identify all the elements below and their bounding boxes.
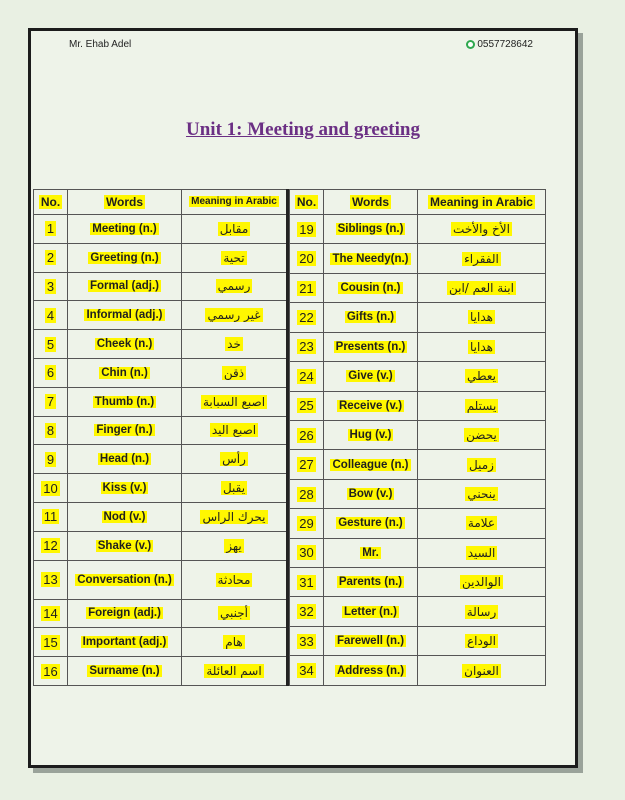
table-row (290, 362, 546, 391)
row-meaning: يهز (182, 531, 288, 560)
row-meaning: هام (182, 628, 288, 657)
row-number: 19 (290, 215, 324, 244)
row-word: Address (n.) (324, 656, 418, 686)
row-meaning: خد (182, 330, 288, 359)
author-name: Mr. Ehab Adel (69, 39, 132, 50)
worksheet-page (28, 28, 578, 768)
row-word: Informal (adj.) (68, 301, 182, 330)
table-row (34, 560, 288, 599)
table-row (34, 243, 288, 272)
row-meaning: الوالدين (418, 568, 546, 597)
row-number: 16 (34, 657, 68, 686)
table-row (34, 215, 288, 244)
row-word: Mr. (324, 538, 418, 567)
column-header-no: No. (290, 190, 324, 215)
table-row (34, 416, 288, 445)
row-meaning: رسمي (182, 272, 288, 301)
row-meaning: يعطي (418, 362, 546, 391)
row-word: Thumb (n.) (68, 387, 182, 416)
column-header-meaning: Meaning in Arabic (182, 190, 288, 215)
row-number: 23 (290, 332, 324, 361)
row-word: Cheek (n.) (68, 330, 182, 359)
table-header-row (34, 190, 288, 215)
row-meaning: غير رسمي (182, 301, 288, 330)
row-word: Meeting (n.) (68, 215, 182, 244)
row-number: 10 (34, 474, 68, 503)
row-number: 3 (34, 272, 68, 301)
table-row (290, 479, 546, 508)
row-word: Gesture (n.) (324, 509, 418, 538)
row-meaning: اصبع السبابة (182, 387, 288, 416)
row-number: 30 (290, 538, 324, 567)
row-word: Important (adj.) (68, 628, 182, 657)
row-number: 14 (34, 599, 68, 628)
row-word: Colleague (n.) (324, 450, 418, 479)
row-number: 5 (34, 330, 68, 359)
table-row (34, 502, 288, 531)
row-number: 13 (34, 560, 68, 599)
row-word: Conversation (n.) (68, 560, 182, 599)
row-meaning: رأس (182, 445, 288, 474)
table-row (34, 445, 288, 474)
row-number: 22 (290, 303, 324, 332)
vocab-table-right (289, 189, 546, 686)
table-row (290, 303, 546, 332)
table-row (34, 657, 288, 686)
row-meaning: زميل (418, 450, 546, 479)
row-number: 25 (290, 391, 324, 420)
whatsapp-icon (466, 40, 475, 49)
table-row (34, 628, 288, 657)
table-row (290, 538, 546, 567)
table-row (34, 387, 288, 416)
row-word: Foreign (adj.) (68, 599, 182, 628)
row-word: Head (n.) (68, 445, 182, 474)
table-row (290, 597, 546, 626)
row-meaning: يقبل (182, 474, 288, 503)
table-row (290, 420, 546, 449)
row-meaning: الفقراء (418, 244, 546, 273)
row-number: 20 (290, 244, 324, 273)
row-meaning: يحرك الراس (182, 502, 288, 531)
table-row (290, 568, 546, 597)
page-title: Unit 1: Meeting and greeting (186, 119, 420, 140)
row-word: Surname (n.) (68, 657, 182, 686)
row-number: 26 (290, 420, 324, 449)
row-number: 34 (290, 656, 324, 686)
table-row (290, 626, 546, 655)
column-header-words: Words (324, 190, 418, 215)
row-number: 32 (290, 597, 324, 626)
row-number: 8 (34, 416, 68, 445)
column-header-words: Words (68, 190, 182, 215)
vocab-table-left (33, 189, 289, 686)
row-word: Nod (v.) (68, 502, 182, 531)
table-row (290, 332, 546, 361)
table-row (34, 599, 288, 628)
row-number: 15 (34, 628, 68, 657)
row-meaning: هدايا (418, 303, 546, 332)
row-word: Greeting (n.) (68, 243, 182, 272)
row-number: 27 (290, 450, 324, 479)
row-word: Cousin (n.) (324, 273, 418, 302)
table-row (290, 391, 546, 420)
column-header-meaning: Meaning in Arabic (418, 190, 546, 215)
table-row (290, 656, 546, 686)
table-row (290, 450, 546, 479)
row-meaning: ينحني (418, 479, 546, 508)
row-number: 1 (34, 215, 68, 244)
row-meaning: رسالة (418, 597, 546, 626)
row-number: 11 (34, 502, 68, 531)
row-word: The Needy(n.) (324, 244, 418, 273)
table-row (34, 358, 288, 387)
row-number: 24 (290, 362, 324, 391)
row-word: Receive (v.) (324, 391, 418, 420)
row-number: 21 (290, 273, 324, 302)
row-number: 29 (290, 509, 324, 538)
row-word: Letter (n.) (324, 597, 418, 626)
row-meaning: اصبع اليد (182, 416, 288, 445)
table-row (34, 474, 288, 503)
row-number: 4 (34, 301, 68, 330)
table-row (290, 273, 546, 302)
row-word: Presents (n.) (324, 332, 418, 361)
row-number: 31 (290, 568, 324, 597)
row-number: 28 (290, 479, 324, 508)
row-meaning: أجنبي (182, 599, 288, 628)
row-meaning: الوداع (418, 626, 546, 655)
row-number: 9 (34, 445, 68, 474)
row-meaning: اسم العائلة (182, 657, 288, 686)
row-word: Give (v.) (324, 362, 418, 391)
table-row (290, 215, 546, 244)
phone-number (466, 39, 533, 50)
row-word: Hug (v.) (324, 420, 418, 449)
table-row (290, 509, 546, 538)
row-word: Finger (n.) (68, 416, 182, 445)
table-header-row (290, 190, 546, 215)
row-meaning: تحية (182, 243, 288, 272)
row-meaning: السيد (418, 538, 546, 567)
row-meaning: العنوان (418, 656, 546, 686)
phone-text: 0557728642 (477, 39, 533, 50)
row-meaning: هدايا (418, 332, 546, 361)
row-word: Kiss (v.) (68, 474, 182, 503)
row-word: Gifts (n.) (324, 303, 418, 332)
row-meaning: الأخ والأخت (418, 215, 546, 244)
row-meaning: يحضن (418, 420, 546, 449)
row-word: Formal (adj.) (68, 272, 182, 301)
table-row (34, 531, 288, 560)
row-number: 7 (34, 387, 68, 416)
table-row (34, 272, 288, 301)
vocabulary-tables (33, 189, 546, 686)
row-word: Farewell (n.) (324, 626, 418, 655)
row-word: Shake (v.) (68, 531, 182, 560)
row-meaning: ذقن (182, 358, 288, 387)
row-number: 12 (34, 531, 68, 560)
row-meaning: يستلم (418, 391, 546, 420)
row-meaning: ابنة العم /ابن (418, 273, 546, 302)
table-row (290, 244, 546, 273)
row-number: 6 (34, 358, 68, 387)
row-meaning: محادثة (182, 560, 288, 599)
table-row (34, 330, 288, 359)
table-row (34, 301, 288, 330)
row-meaning: علامة (418, 509, 546, 538)
row-word: Chin (n.) (68, 358, 182, 387)
row-word: Parents (n.) (324, 568, 418, 597)
row-meaning: مقابل (182, 215, 288, 244)
row-number: 33 (290, 626, 324, 655)
row-word: Bow (v.) (324, 479, 418, 508)
row-number: 2 (34, 243, 68, 272)
row-word: Siblings (n.) (324, 215, 418, 244)
column-header-no: No. (34, 190, 68, 215)
